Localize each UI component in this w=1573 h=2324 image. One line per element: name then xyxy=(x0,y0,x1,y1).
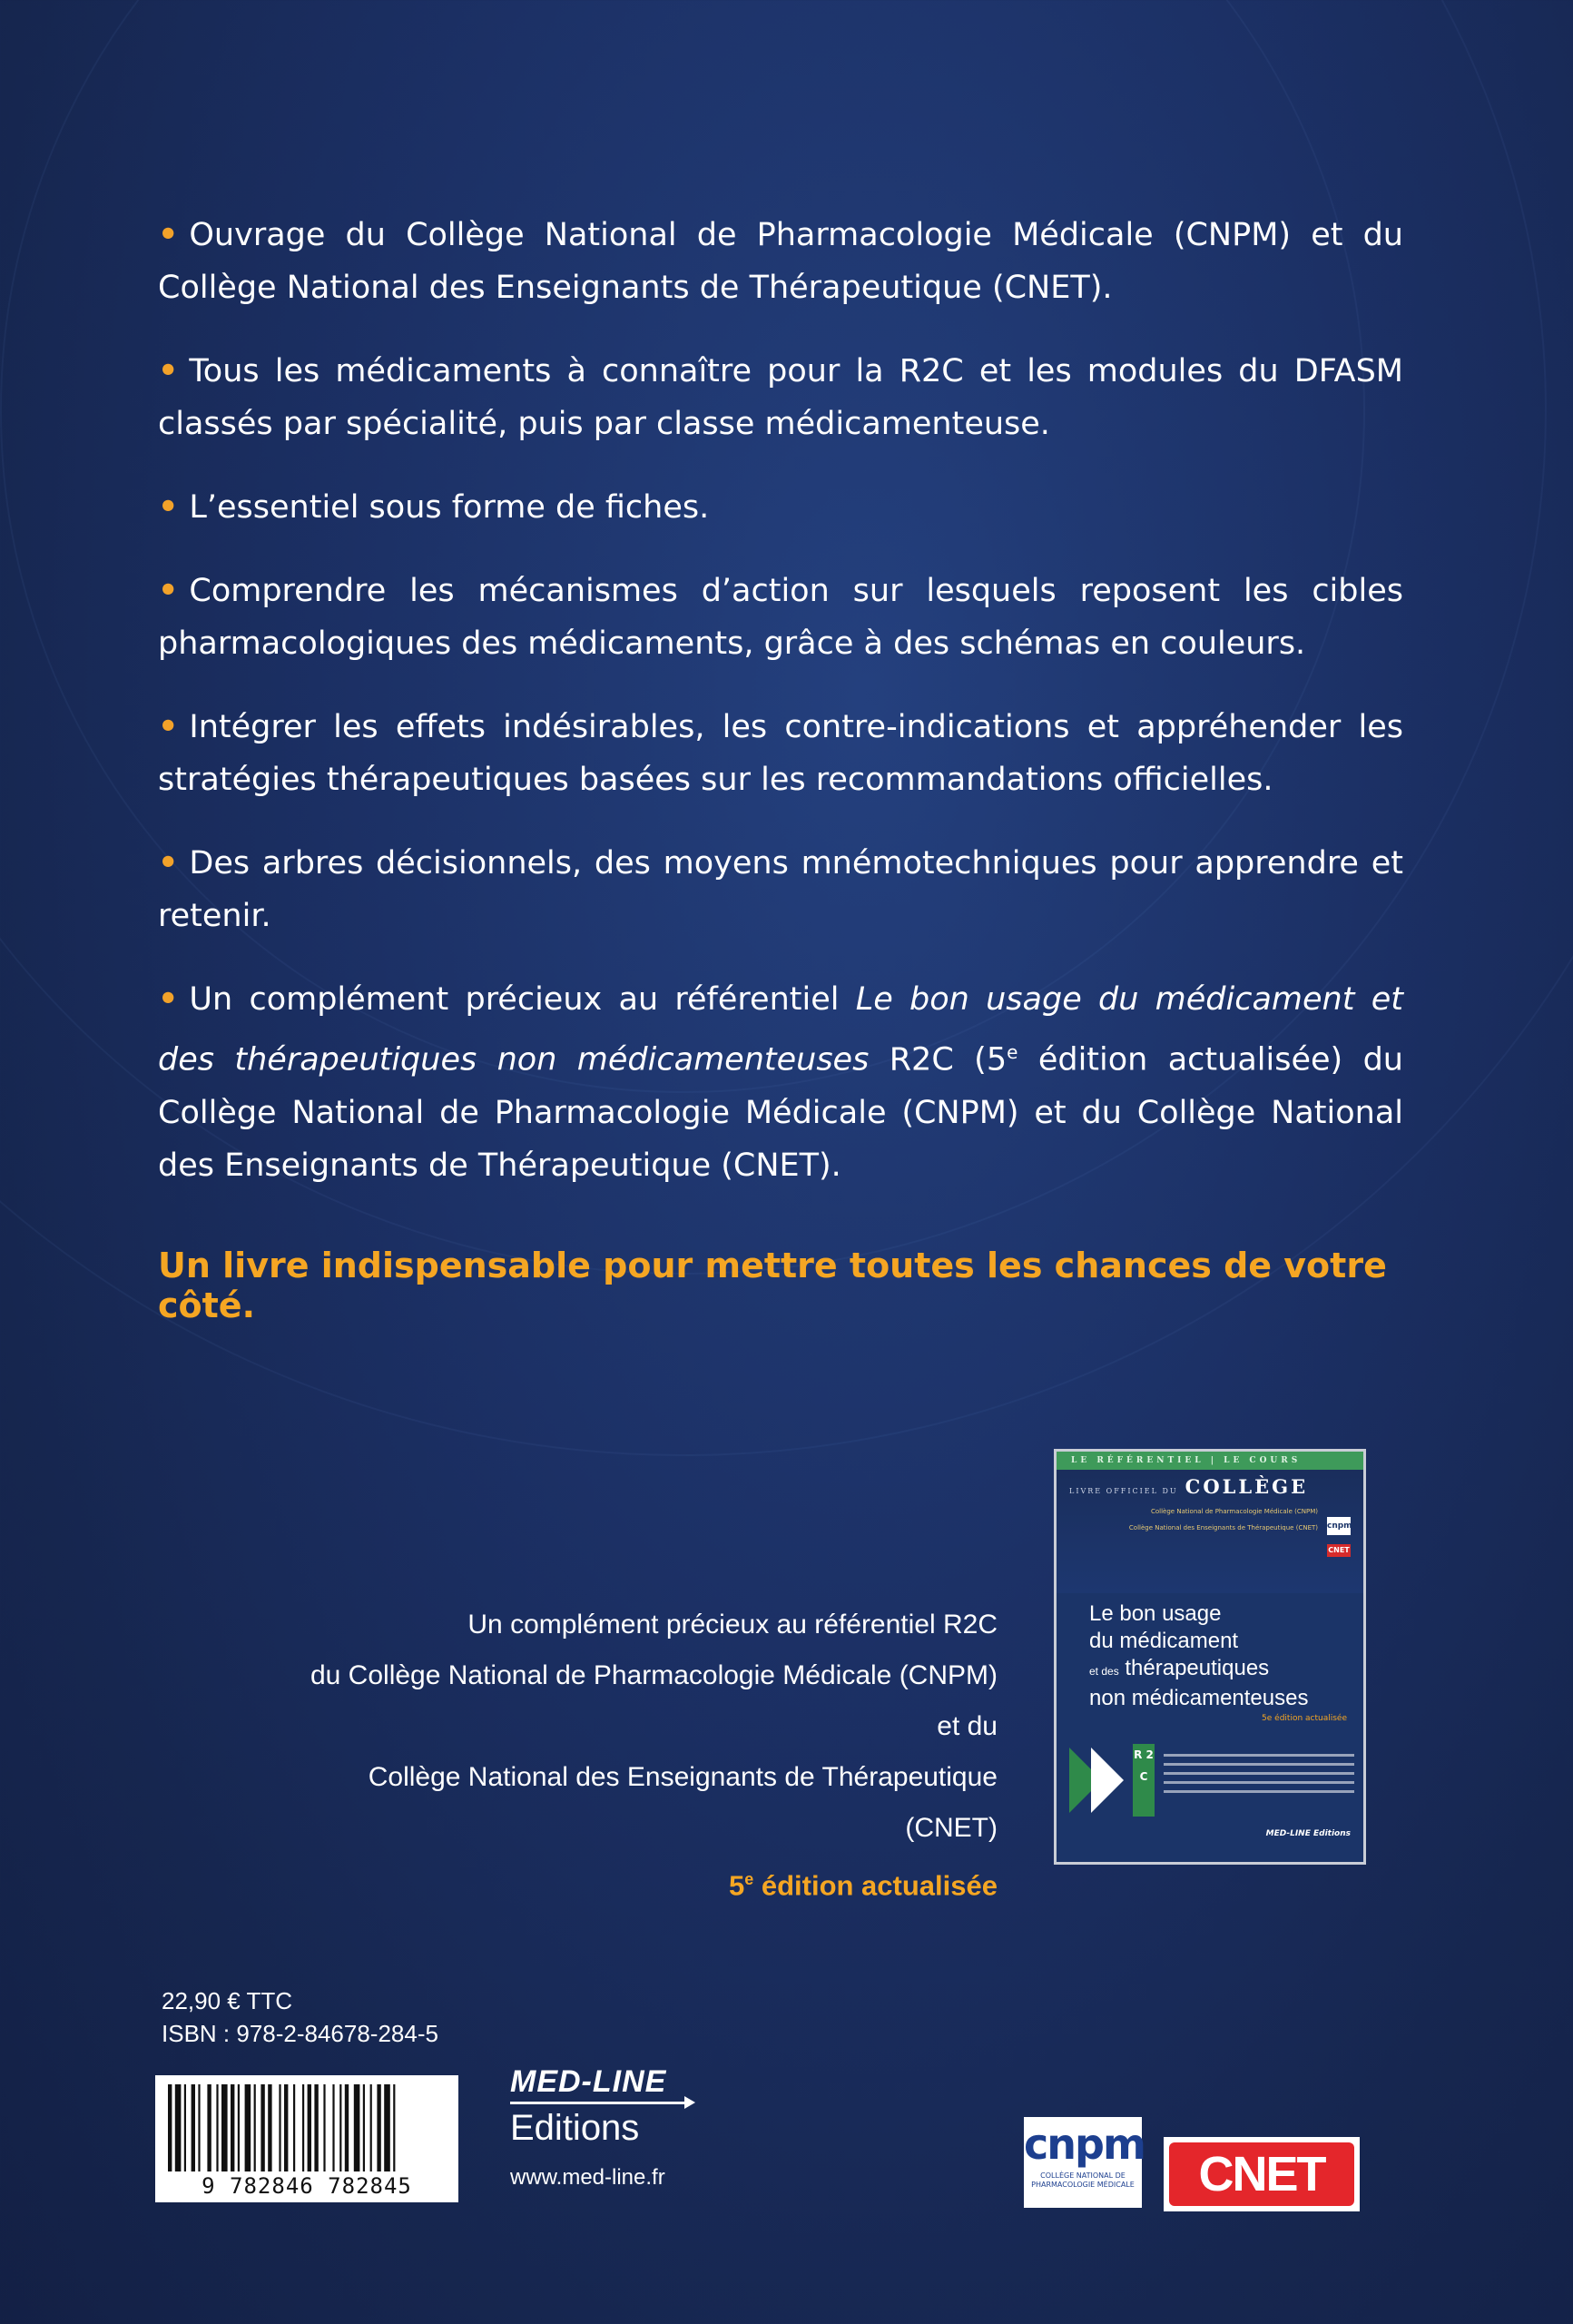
isbn: ISBN : 978-2-84678-284-5 xyxy=(162,2020,438,2047)
bullet-text: Comprendre les mécanismes d’action sur lesquels reposent les cibles pharmacologiques des médicaments, grâce à des schémas en couleurs. xyxy=(158,573,1403,662)
cover-title-3 xyxy=(1089,1655,1351,1685)
bullet-icon: • xyxy=(158,353,179,389)
cover-title-1: Le bon usage xyxy=(1089,1601,1222,1626)
bullet-icon: • xyxy=(158,709,179,745)
bullet-icon: • xyxy=(158,217,179,253)
cover-college: COLLÈGE xyxy=(1185,1475,1309,1498)
bullet-text: Des arbres décisionnels, des moyens mnémotechniques pour apprendre et retenir. xyxy=(158,845,1403,934)
cnet-logo-text: CNET xyxy=(1169,2142,1354,2206)
blurb-line-2: du Collège National de Pharmacologie Médicale (CNPM) et du xyxy=(310,1660,998,1741)
feature-bullet xyxy=(158,345,1403,450)
cover-publisher: MED-LINE Editions xyxy=(1265,1829,1351,1838)
feature-bullet xyxy=(158,481,1403,534)
publisher-website: www.med-line.fr xyxy=(510,2165,665,2190)
bullet-icon: • xyxy=(158,489,179,526)
cover-bullet-lines xyxy=(1164,1748,1354,1799)
cover-cnet-logo: CNET xyxy=(1327,1544,1351,1557)
cover-org-2: Collège National des Enseignants de Thérapeutique (CNET) xyxy=(1128,1524,1318,1531)
cnpm-logo-caption-2: PHARMACOLOGIE MÉDICALE xyxy=(1031,2181,1135,2189)
bullet-text: R2C (5 xyxy=(869,1041,1008,1078)
bullet-text: Le bon usage du médicament et des thérapeutiques non médicamenteuses xyxy=(158,981,1403,1078)
bullet-text: Un complément précieux au référentiel xyxy=(189,981,856,1018)
barcode-digits: 9 782846 782845 xyxy=(202,2173,412,2199)
tagline: Un livre indispensable pour mettre toutes les chances de votre côté. xyxy=(158,1246,1387,1325)
feature-bullet xyxy=(158,209,1403,314)
cover-edition: 5e édition actualisée xyxy=(1262,1714,1347,1723)
barcode-bars-icon xyxy=(168,2084,446,2171)
cover-header xyxy=(1057,1470,1363,1593)
bullet-text: Ouvrage du Collège National de Pharmacologie Médicale (CNPM) et du Collège National des Enseignants de Thérapeutique (CNET). xyxy=(158,217,1403,306)
bullet-text: Intégrer les effets indésirables, les contre-indications et appréhender les stratégies thérapeutiques basées sur les recommandations officielles. xyxy=(158,709,1403,798)
bullet-text: L’essentiel sous forme de fiches. xyxy=(189,489,710,526)
cover-cnpm-logo: cnpm xyxy=(1327,1517,1351,1535)
cover-r2c-tab: R 2 C xyxy=(1133,1744,1155,1817)
chevron-icon xyxy=(1091,1748,1124,1813)
bullet-text: Tous les médicaments à connaître pour la R2C et les modules du DFASM classés par spécialité, puis par classe médicamenteuse. xyxy=(158,353,1403,442)
blurb-line-3: Collège National des Enseignants de Thérapeutique (CNET) xyxy=(368,1762,998,1843)
blurb-edition xyxy=(290,1854,998,1911)
cover-livre: LIVRE OFFICIEL DU xyxy=(1069,1487,1178,1495)
bullet-icon: • xyxy=(158,845,179,881)
feature-bullet xyxy=(158,837,1403,942)
cover-title-4: non médicamenteuses xyxy=(1089,1686,1309,1710)
blurb-line-1: Un complément précieux au référentiel R2C xyxy=(467,1610,998,1640)
cover-org-1: Collège National de Pharmacologie Médicale (CNPM) xyxy=(1151,1508,1318,1515)
feature-list xyxy=(158,209,1403,1223)
bullet-icon: • xyxy=(158,573,179,609)
cnpm-logo-caption-1: COLLÈGE NATIONAL DE xyxy=(1040,2171,1126,2180)
cnpm-logo-text: cnpm xyxy=(1024,2120,1145,2169)
barcode xyxy=(155,2075,458,2202)
reference-book-cover xyxy=(1054,1449,1366,1865)
reference-blurb xyxy=(290,1600,998,1911)
price: 22,90 € TTC xyxy=(162,1987,293,2014)
edition-text: édition actualisée xyxy=(753,1869,998,1902)
cover-title-2: du médicament xyxy=(1089,1629,1239,1653)
feature-bullet xyxy=(158,973,1403,1192)
bullet-text: édition actualisée) du Collège National de Pharmacologie Médicale (CNPM) et du Collège National des Enseignants de Thérapeutique (CNET). xyxy=(158,1041,1403,1184)
publisher-logo xyxy=(510,2064,686,2191)
publisher-name: MED-LINE xyxy=(510,2064,667,2099)
edition-superscript: e xyxy=(744,1870,754,1888)
bullet-icon: • xyxy=(158,981,179,1018)
cover-footer xyxy=(1057,1744,1363,1844)
cover-band: LE RÉFÉRENTIEL | LE COURS xyxy=(1057,1452,1363,1470)
cnpm-logo xyxy=(1024,2117,1145,2208)
arrow-icon xyxy=(510,2102,686,2104)
bullet-text: e xyxy=(1007,1041,1018,1063)
price-block xyxy=(162,1984,438,2050)
cover-title-3-small: et des xyxy=(1089,1665,1119,1678)
cnet-logo xyxy=(1164,2137,1360,2211)
feature-bullet xyxy=(158,565,1403,670)
cover-title xyxy=(1057,1593,1363,1712)
cover-college-line xyxy=(1069,1475,1351,1498)
cover-title-3-main: thérapeutiques xyxy=(1125,1656,1270,1680)
publisher-editions: Editions xyxy=(510,2108,640,2148)
feature-bullet xyxy=(158,701,1403,806)
edition-number: 5 xyxy=(728,1869,745,1902)
